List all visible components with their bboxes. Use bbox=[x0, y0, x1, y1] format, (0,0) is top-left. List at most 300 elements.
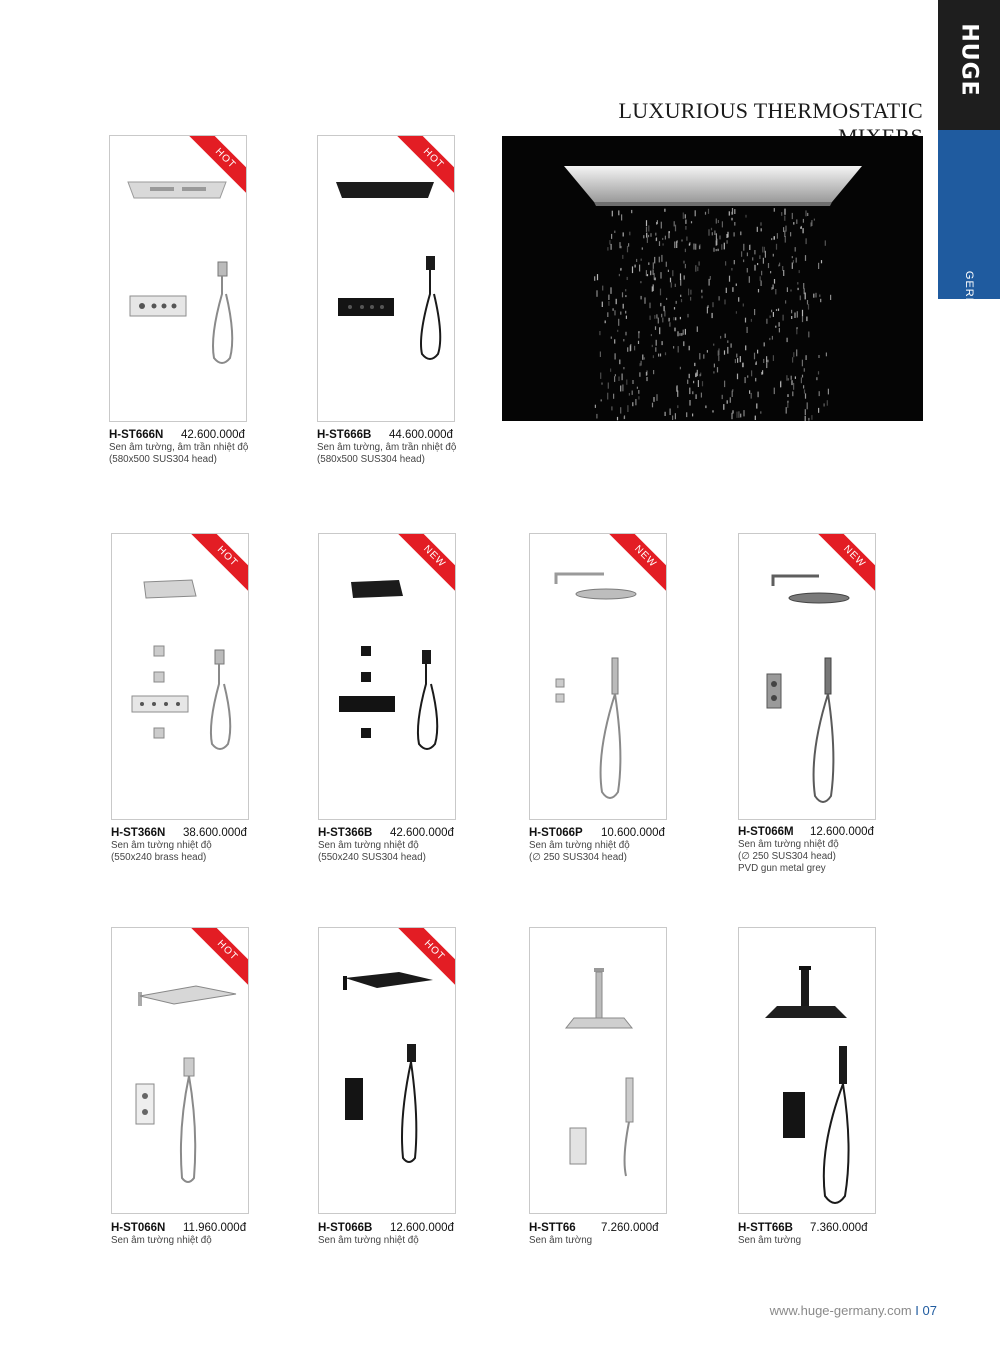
product-spec: (550x240 brass head) bbox=[111, 852, 207, 863]
rain-drop bbox=[738, 297, 739, 302]
brand-slogan-block bbox=[938, 130, 1000, 406]
rain-drop bbox=[734, 260, 735, 264]
hot-badge: HOT bbox=[187, 135, 247, 197]
rain-drop bbox=[686, 412, 687, 417]
rain-drop bbox=[685, 226, 686, 230]
rain-drop bbox=[773, 312, 774, 317]
product-image bbox=[739, 928, 875, 1213]
rain-drop bbox=[610, 287, 611, 294]
product-desc: Sen âm tường nhiệt độ bbox=[738, 839, 839, 850]
rain-drop bbox=[708, 209, 709, 214]
rain-drop bbox=[691, 221, 692, 223]
rain-drop bbox=[662, 341, 663, 345]
rain-drop bbox=[654, 257, 655, 264]
rain-drop bbox=[712, 232, 713, 235]
rain-drop bbox=[641, 361, 642, 366]
rain-drop bbox=[771, 238, 772, 240]
product-code: H-ST066N bbox=[111, 1222, 166, 1234]
rain-drop bbox=[608, 383, 609, 389]
new-badge: NEW bbox=[396, 533, 456, 595]
rain-drop bbox=[659, 257, 660, 263]
rain-drop bbox=[635, 265, 636, 268]
rain-drop bbox=[761, 281, 762, 287]
rain-drop bbox=[787, 394, 788, 397]
rain-drop bbox=[730, 397, 731, 403]
rain-drop bbox=[683, 341, 684, 346]
rain-drop bbox=[674, 328, 675, 332]
product-desc: Sen âm tường, âm trần nhiệt độ bbox=[317, 442, 457, 453]
rain-drop bbox=[754, 250, 755, 254]
rain-drop bbox=[601, 383, 602, 385]
rain-drop bbox=[639, 372, 640, 377]
rain-drop bbox=[690, 290, 691, 295]
rain-drop bbox=[712, 410, 713, 412]
rain-drop bbox=[773, 254, 774, 257]
rain-drop bbox=[785, 236, 786, 243]
rain-drop bbox=[596, 290, 597, 297]
rain-drop bbox=[737, 358, 738, 363]
rain-drop bbox=[660, 272, 661, 279]
rain-drop bbox=[797, 311, 798, 317]
rain-drop bbox=[725, 261, 726, 265]
rain-drop bbox=[685, 214, 686, 218]
product-code: H-STT66B bbox=[738, 1222, 793, 1234]
rain-drop bbox=[642, 247, 643, 249]
rain-drop bbox=[621, 246, 622, 248]
hot-badge: HOT bbox=[189, 533, 249, 595]
rain-drop bbox=[760, 222, 761, 225]
product-desc: Sen âm tường bbox=[529, 1235, 593, 1246]
rain-drop bbox=[653, 262, 654, 269]
rain-drop bbox=[699, 353, 700, 359]
rain-drop bbox=[719, 236, 720, 240]
product-card-h-st066n[interactable] bbox=[111, 927, 249, 1214]
rain-drop bbox=[622, 374, 623, 381]
rain-drop bbox=[818, 408, 819, 413]
rain-drop bbox=[607, 312, 608, 317]
rain-drop bbox=[785, 226, 786, 232]
rain-drop bbox=[731, 268, 732, 271]
rain-drop bbox=[826, 353, 827, 357]
rain-drop bbox=[695, 373, 696, 377]
rain-drop bbox=[803, 219, 804, 223]
rain-drop bbox=[681, 299, 682, 302]
rain-drop bbox=[818, 371, 819, 374]
rain-drop bbox=[671, 282, 672, 287]
rain-drop bbox=[810, 222, 811, 226]
rain-drop bbox=[659, 241, 660, 246]
rain-drop bbox=[701, 290, 702, 293]
rain-drop bbox=[806, 238, 807, 244]
rain-drop bbox=[630, 345, 631, 351]
rain-drop bbox=[800, 296, 801, 301]
rain-drop bbox=[622, 385, 623, 392]
rain-drop bbox=[680, 367, 681, 370]
rain-drop bbox=[703, 354, 704, 358]
rain-drop bbox=[627, 246, 628, 252]
rain-drop bbox=[783, 227, 784, 232]
rain-drop bbox=[689, 374, 690, 378]
rain-drop bbox=[796, 219, 797, 224]
rain-drop bbox=[664, 209, 665, 212]
rain-drop bbox=[770, 271, 771, 273]
rain-drop bbox=[745, 215, 746, 218]
rain-drop bbox=[754, 309, 755, 315]
rain-drop bbox=[740, 414, 741, 418]
product-spec: (∅ 250 SUS304 head) bbox=[738, 851, 836, 862]
rain-drop bbox=[735, 359, 736, 363]
product-card-h-st066m[interactable] bbox=[738, 533, 876, 820]
rain-drop bbox=[765, 251, 766, 258]
rain-drop bbox=[634, 346, 635, 351]
rain-drop bbox=[699, 261, 700, 265]
rain-drop bbox=[648, 262, 649, 265]
product-price: 42.600.000đ bbox=[181, 429, 245, 441]
rain-drop bbox=[761, 271, 762, 276]
rain-drop bbox=[827, 400, 828, 406]
rain-drop bbox=[737, 374, 738, 380]
rain-drop bbox=[641, 259, 642, 261]
rain-drop bbox=[626, 380, 627, 385]
rain-drop bbox=[716, 240, 717, 246]
product-price: 12.600.000đ bbox=[390, 1222, 454, 1234]
rain-drop bbox=[791, 316, 792, 319]
brand-logo: HUGE bbox=[956, 23, 982, 97]
rain-drop bbox=[774, 388, 775, 395]
rain-drop bbox=[674, 242, 675, 249]
product-card-h-st066p[interactable] bbox=[529, 533, 667, 820]
rain-drop bbox=[792, 213, 793, 219]
rain-drop bbox=[646, 227, 647, 232]
rain-drop bbox=[695, 210, 696, 216]
rain-drop bbox=[595, 405, 596, 408]
rain-drop bbox=[692, 414, 693, 417]
rain-drop bbox=[806, 355, 807, 360]
rain-drop bbox=[650, 271, 651, 276]
product-caption bbox=[317, 429, 507, 466]
product-card-h-stt66b[interactable] bbox=[738, 927, 876, 1214]
rain-drop bbox=[758, 392, 759, 398]
rain-drop bbox=[614, 339, 615, 343]
rain-drop bbox=[677, 405, 678, 408]
rain-drop bbox=[802, 316, 803, 322]
rain-drop bbox=[745, 318, 746, 323]
product-image bbox=[530, 534, 666, 819]
product-code: H-ST666B bbox=[317, 429, 372, 441]
rain-drop bbox=[696, 394, 697, 399]
product-card-h-st366b[interactable] bbox=[318, 533, 456, 820]
rain-drop bbox=[677, 331, 678, 336]
rain-drop bbox=[791, 310, 792, 314]
product-card-h-stt66[interactable] bbox=[529, 927, 667, 1214]
rain-drop bbox=[695, 265, 696, 272]
rain-drop bbox=[797, 327, 798, 329]
rain-drop bbox=[619, 360, 620, 365]
rain-drop bbox=[783, 315, 784, 321]
rain-drop bbox=[668, 270, 669, 272]
rain-drop bbox=[825, 240, 826, 245]
rain-drop bbox=[627, 405, 628, 412]
rain-drop bbox=[807, 300, 808, 305]
rain-drop bbox=[599, 331, 600, 335]
rain-drop bbox=[615, 374, 616, 376]
rain-drop bbox=[653, 269, 654, 275]
rain-drop bbox=[724, 243, 725, 250]
rain-drop bbox=[803, 228, 804, 233]
rain-drop bbox=[707, 307, 708, 314]
rain-drop bbox=[675, 413, 676, 419]
rain-drop bbox=[639, 265, 640, 272]
rain-drop bbox=[611, 406, 612, 410]
product-card-h-st666n[interactable] bbox=[109, 135, 247, 422]
rain-drop bbox=[805, 416, 806, 421]
rain-drop bbox=[804, 389, 805, 393]
rain-drop bbox=[624, 416, 625, 419]
rain-drop bbox=[650, 316, 651, 320]
rain-drop bbox=[779, 322, 780, 327]
rain-drop bbox=[775, 289, 776, 294]
rain-drop bbox=[785, 300, 786, 303]
rain-drop bbox=[738, 411, 739, 418]
rain-drop bbox=[641, 296, 642, 300]
rain-drop bbox=[648, 225, 649, 231]
rain-drop bbox=[617, 417, 618, 420]
rain-drop bbox=[659, 327, 660, 334]
rain-drop bbox=[644, 297, 645, 303]
rain-drop bbox=[677, 385, 678, 391]
rain-drop bbox=[656, 238, 657, 241]
rain-drop bbox=[622, 292, 623, 297]
rain-drop bbox=[734, 209, 735, 214]
rain-drop bbox=[815, 293, 816, 298]
rain-drop bbox=[618, 377, 619, 382]
rain-drop bbox=[618, 319, 619, 326]
rain-drop bbox=[669, 318, 670, 322]
rain-drop bbox=[803, 385, 804, 388]
rain-drop bbox=[718, 355, 719, 361]
rain-drop bbox=[674, 307, 675, 309]
rain-drop bbox=[620, 407, 621, 413]
rain-drop bbox=[613, 308, 614, 311]
rain-drop bbox=[681, 240, 682, 242]
rain-drop bbox=[787, 287, 788, 292]
rain-drop bbox=[807, 213, 808, 216]
rain-drop bbox=[623, 304, 624, 309]
rain-drop bbox=[790, 290, 791, 292]
rain-drop bbox=[819, 295, 820, 297]
product-card-h-st366n[interactable] bbox=[111, 533, 249, 820]
rain-drop bbox=[798, 288, 799, 290]
product-desc: Sen âm tường bbox=[738, 1235, 802, 1246]
rain-drop bbox=[801, 377, 802, 383]
page-title: LUXURIOUS THERMOSTATIC bbox=[618, 98, 923, 123]
rain-drop bbox=[724, 350, 725, 354]
product-caption bbox=[111, 827, 301, 864]
rain-drop bbox=[646, 220, 647, 226]
new-badge: NEW bbox=[816, 533, 876, 595]
hot-badge: HOT bbox=[396, 927, 456, 989]
rain-drop bbox=[758, 289, 759, 292]
product-spec: (580x500 SUS304 head) bbox=[109, 454, 217, 465]
rain-drop bbox=[653, 370, 654, 374]
rain-drop bbox=[701, 393, 702, 398]
rain-drop bbox=[757, 263, 758, 265]
rain-drop bbox=[697, 326, 698, 332]
rain-drop bbox=[602, 302, 603, 307]
rain-drop bbox=[808, 332, 809, 338]
rain-drop bbox=[660, 303, 661, 306]
rain-drop bbox=[747, 375, 748, 377]
rain-drop bbox=[685, 220, 686, 224]
product-price: 42.600.000đ bbox=[390, 827, 454, 839]
product-card-h-st666b[interactable] bbox=[317, 135, 455, 422]
rain-drop bbox=[749, 245, 750, 250]
rain-drop bbox=[702, 381, 703, 386]
product-desc: Sen âm tường, âm trần nhiệt độ bbox=[109, 442, 249, 453]
rain-drop bbox=[764, 342, 765, 346]
rain-drop bbox=[778, 309, 779, 311]
hot-badge: HOT bbox=[189, 927, 249, 989]
rain-drop bbox=[784, 231, 785, 237]
rain-drop bbox=[714, 231, 715, 236]
rain-drop bbox=[616, 299, 617, 304]
rain-drop bbox=[640, 281, 641, 283]
product-spec: (∅ 250 SUS304 head) bbox=[529, 852, 627, 863]
rain-drop bbox=[655, 347, 656, 352]
rain-drop bbox=[796, 349, 797, 356]
rain-drop bbox=[802, 360, 803, 367]
rain-drop bbox=[642, 355, 643, 360]
product-price: 38.600.000đ bbox=[183, 827, 247, 839]
rain-drop bbox=[766, 319, 767, 324]
rain-drop bbox=[807, 402, 808, 409]
rain-drop bbox=[770, 316, 771, 318]
rain-drop bbox=[677, 240, 678, 243]
rain-drop bbox=[673, 346, 674, 348]
rain-drop bbox=[632, 391, 633, 395]
rain-drop bbox=[657, 220, 658, 224]
rain-drop bbox=[816, 377, 817, 380]
rain-drop bbox=[614, 231, 615, 233]
rain-drop bbox=[660, 289, 661, 296]
rain-drop bbox=[605, 321, 606, 324]
rain-drop bbox=[788, 378, 789, 380]
rain-drop bbox=[661, 222, 662, 229]
rain-drop bbox=[713, 248, 714, 252]
rain-drop bbox=[776, 244, 777, 250]
rain-drop bbox=[761, 228, 762, 231]
product-desc: Sen âm tường nhiệt độ bbox=[111, 1235, 212, 1246]
rain-drop bbox=[689, 400, 690, 406]
rain-drop bbox=[755, 416, 756, 420]
rain-drop bbox=[712, 302, 713, 307]
rain-drop bbox=[762, 247, 763, 253]
product-image bbox=[530, 928, 666, 1213]
rain-drop bbox=[695, 244, 696, 250]
website-link[interactable]: www.huge-germany.com bbox=[769, 1303, 912, 1318]
rain-drop bbox=[684, 275, 685, 279]
rain-drop bbox=[747, 327, 748, 333]
rain-drop bbox=[820, 299, 821, 302]
rain-drop bbox=[632, 380, 633, 384]
rain-drop bbox=[689, 388, 690, 395]
rain-drop bbox=[793, 260, 794, 263]
rain-drop bbox=[773, 355, 774, 361]
product-price: 44.600.000đ bbox=[389, 429, 453, 441]
rain-drop bbox=[795, 376, 796, 379]
rain-drop bbox=[649, 303, 650, 309]
rain-drop bbox=[754, 265, 755, 271]
rain-drop bbox=[681, 333, 682, 336]
rain-drop bbox=[732, 287, 733, 292]
rain-drop bbox=[724, 381, 725, 388]
rain-drop bbox=[655, 326, 656, 330]
rain-drop bbox=[692, 391, 693, 394]
rain-drop bbox=[763, 359, 764, 363]
rain-drop bbox=[727, 347, 728, 354]
rain-drop bbox=[602, 286, 603, 291]
product-caption bbox=[738, 1222, 928, 1247]
rain-drop bbox=[732, 391, 733, 397]
rain-drop bbox=[607, 247, 608, 251]
brand-logo-block bbox=[938, 0, 1000, 130]
rain-drop bbox=[622, 255, 623, 259]
rain-drop bbox=[745, 377, 746, 383]
rain-drop bbox=[786, 375, 787, 381]
rain-drop bbox=[673, 317, 674, 320]
rain-drop bbox=[763, 258, 764, 264]
rain-drop bbox=[698, 380, 699, 387]
rain-drop bbox=[620, 268, 621, 271]
rain-drop bbox=[792, 357, 793, 362]
rain-drop bbox=[655, 233, 656, 236]
rain-drop bbox=[717, 367, 718, 372]
rain-drop bbox=[661, 314, 662, 318]
rain-drop bbox=[716, 219, 717, 224]
rain-drop bbox=[757, 350, 758, 354]
product-code: H-ST366N bbox=[111, 827, 166, 839]
rain-drop bbox=[656, 314, 657, 318]
rain-drop bbox=[771, 310, 772, 313]
rain-drop bbox=[685, 249, 686, 252]
rain-drop bbox=[713, 371, 714, 373]
rain-drop bbox=[646, 377, 647, 381]
rain-drop bbox=[664, 311, 665, 317]
rain-drop bbox=[683, 261, 684, 264]
rain-drop bbox=[708, 229, 709, 235]
rain-drop bbox=[690, 297, 691, 301]
rain-drop bbox=[705, 406, 706, 409]
rain-drop bbox=[800, 227, 801, 229]
product-card-h-st066b[interactable] bbox=[318, 927, 456, 1214]
rain-drop bbox=[818, 355, 819, 358]
rain-drop bbox=[680, 317, 681, 319]
rain-drop bbox=[793, 222, 794, 225]
rain-drop bbox=[627, 347, 628, 352]
rain-drop bbox=[611, 337, 612, 339]
rain-drop bbox=[672, 416, 673, 421]
rain-drop bbox=[619, 242, 620, 248]
rain-drop bbox=[774, 208, 775, 212]
rain-drop bbox=[819, 391, 820, 396]
rain-drop bbox=[688, 289, 689, 296]
rain-drop bbox=[663, 243, 664, 245]
rain-drop bbox=[709, 279, 710, 286]
product-caption bbox=[318, 827, 508, 864]
rain-drop bbox=[727, 232, 728, 238]
rain-drop bbox=[614, 310, 615, 315]
rain-drop bbox=[755, 378, 756, 382]
